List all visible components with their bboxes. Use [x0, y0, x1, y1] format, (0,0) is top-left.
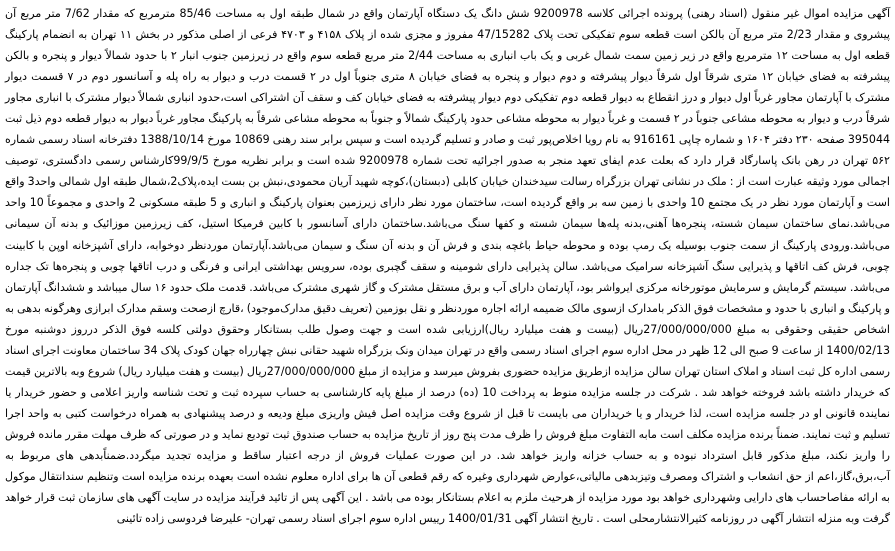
notice-text: آگهی مزایده اموال غیر منقول (اسناد رهنی) پرونده اجرائی کلاسه 9200978 شش دانگ یک دستگاه آپارتمان واقع در شمال طبقه اول به مساحت 85/46 مترمربع که مقدار 7/62 متر مربع آن پیشروی و مقدار 2/23 متر مربع آن بالکن است قطعه سوم تفکیکی تحت پلاک 47/15282 مفروز و مجزی شده از پلاک ۴۱۵۸ و ۴۷۰۳ فرعی از اصلی مذکور در بخش ۱۱ تهران به انضمام پارکینگ قطعه اول به مساحت ۱۲ مترمربع واقع در زیر زمین سمت شمال غربی و یک باب انباری به مساحت 2/44 متر مربع قطعه سوم واقع در زیرزمین جنوب انبار ۲ با حدود شمالاً دیوار و پنجره و بالکن پیشرفته به فضای خیابان ۱۲ متری شرقاً اول شرقاً دیوار پیشرفته و دوم دیوار و پنجره به فضای خیابان ۸ متری جنوباً اول در ۲ قسمت درب و دیوار به راه پله و آسانسور دوم در ۷ قسمت دیوار مشترک با آپارتمان مجاور غرباً اول دیوار و درز انقطاع به دیوار قطعه دوم تفکیکی دوم دیوار پیشرفته به فضای خیابان کف و سقف آن اشتراکی است،حدود انباری شمالاً دیوار مشترک با انباری مجاور شرقاً درب و دیوار به محوطه مشاعی جنوباً در ۲ قسمت و غرباً دیوار به محوطه مشاعی حدود پارکینگ شمالاً و جنوباً به محوطه مشاعی شرقاً به پارکینگ مجاور غرباً دیوار به دیوار قطعه دوم ذیل ثبت 395044 صفحه ۲۳۰ دفتر ۱۶۰۴ و شماره چاپی 916161 به نام رویا اخلاص‌پور ثبت و صادر و تسلیم گردیده است و سپس برابر سند رهنی 10869 مورخ 1388/10/14 دفترخانه اسناد رسمی شماره ۵۶۲ تهران در رهن بانک پاسارگاد قرار دارد که بعلت عدم ایفای تعهد منجر به صدور اجرائیه تحت شماره 9200978 شده است و برابر نظریه مورخ 99/9/5کارشناس رسمی دادگستری، توصیف اجمالی مورد وثیقه عبارت است از : ملک در نشانی تهران بزرگراه رسالت سیدخندان خیابان کابلی (دبستان)،کوچه شهید آریان محمودی،نبش بن بست ایده،پلاک2،شمال طبقه اول شمالی واحد3 واقع است و آپارتمان مورد نظر در یک مجتمع 10 واحدی با زمین سه بر واقع گردیده است، ساختمان مورد نظر دارای زیرزمین بعنوان پارکینگ و انباری و 5 طبقه مسکونی 2 واحدی و مجموعاً 10 واحد می‌باشد.نمای ساختمان سیمان شسته، پنجره‌ها آهنی،بدنه پله‌ها سیمان شسته و کفها سنگ می‌باشد.ساختمان دارای آسانسور با کابین فرمیکا استیل، کف زیرزمین موزائیک و بدنه آن سیمانی می‌باشد.ورودی پارکینگ از سمت جنوب بوسیله یک رمپ بوده و محوطه حیاط باغچه بندی و فرش آن و بدنه آن سنگ و سیمان می‌باشد.آپارتمان موردنظر دوخوابه، دارای آشپزخانه اوپن با کابینت چوبی، فرش کف اتاقها و پذیرایی سنگ آشپزخانه سرامیک می‌باشد. سالن پذیرایی دارای شومینه و سقف گچبری بوده، سرویس بهداشتی ایرانی و فرنگی و درب اتاقها چوبی و پنجره‌ها تک جداره می‌باشد. سیستم گرمایش و سرمایش موتورخانه مرکزی ایرواشر بود، آپارتمان دارای آب و برق مستقل مشترک و گاز شهری مشترک می‌باشد. قدمت ملک حدود ۱۶ سال میباشد و ششدانگ آپارتمان و پارکینگ و انباری با حدود و مشخصات فوق الذکر بامدارک ازسوی مالک ضمیمه ارائه اجاره مورد‌نظر و نقل بوزمین (تعریف دقیق مدارک‌موجود) ،قارچ ازصحت وسقم مدارک ابرازی وهرگونه بدهی به اشخاص حقیقی وحقوقی به مبلغ 27/000/000/000ریال (بیست و هفت میلیارد ریال)ارزیابی شده است و جهت وصول طلب بستانکار وحقوق دولتی کلسه فوق الذکر درروز دوشنبه مورخ 1400/02/13 از ساعت 9 صبح الی 12 ظهر در محل اداره سوم اجرای اسناد رسمی واقع در تهران میدان ونک بزرگراه شهید حقانی نبش چهارراه جهان کودک پلاک 34 ساختمان معاونت اجرای اسناد رسمی اداره کل ثبت اسناد و املاک استان تهران سالن مزایده ازطریق مزایده حضوری بفروش میرسد و مزایده از مبلغ 27/000/000/000ریال (بیست و هفت میلیارد ریال) شروع وبه بالاترین قیمت که خریدار داشته باشد فروخته خواهد شد . شرکت در جلسه مزایده منوط به پرداخت 10 (ده) درصد از مبلغ پایه کارشناسی به حساب سپرده ثبت و تحت شناسه واریز اعلامی و حضور خریدار یا نماینده قانونی او در جلسه مزایده است، لذا خریدار و یا خریداران می بایست تا قبل از شروع وقت مزایده اصل فیش واریزی مبلغ ودیعه و درصد پیشنهادی به همراه درخواست کتبی به واحد اجرا تسلیم و ثبت نمایند. ضمناً برنده مزایده مکلف است مابه التفاوت مبلغ فروش را ظرف مدت پنج روز از تاریخ مزایده به حساب صندوق ثبت تودیع نماید و در صورتی که ظرف مهلت مقرر مانده فروش را واریز نکند، مبلغ مذکور قابل استرداد نبوده و به حساب خزانه واریز خواهد شد. در این صورت عملیات فروش از درجه اعتبار ساقط و مزایده تجدید میگردد.ضمناًبدهی های مربوط به آب،برق،گاز،اعم از حق انشعاب و اشتراک ومصرف وتیزبدهی مالیاتی،عوارض شهرداری وغیره که رقم قطعی آن ها برای اداره معلوم نشده است بعهده برنده مزایده است وتنظیم سندانتقال موکول به ارائه مفاصاحساب های دارایی وشهرداری خواهد بود مورد مزایده از هرحیث ملزم به اعلام بستانکار بوده می باشد . این آگهی پس از تائید فرآیند مزایده در سایت آگهی های سازمان ثبت قرار خواهد گرفت وبه منزله انتشار آگهی در روزنامه کثیرالانتشارمحلی است . تاریخ انتشار آگهی 1400/01/31 رییس اداره سوم اجرای اسناد رسمی تهران- علیرضا فردوسی زاده تائینی — [5, 7, 891, 526]
